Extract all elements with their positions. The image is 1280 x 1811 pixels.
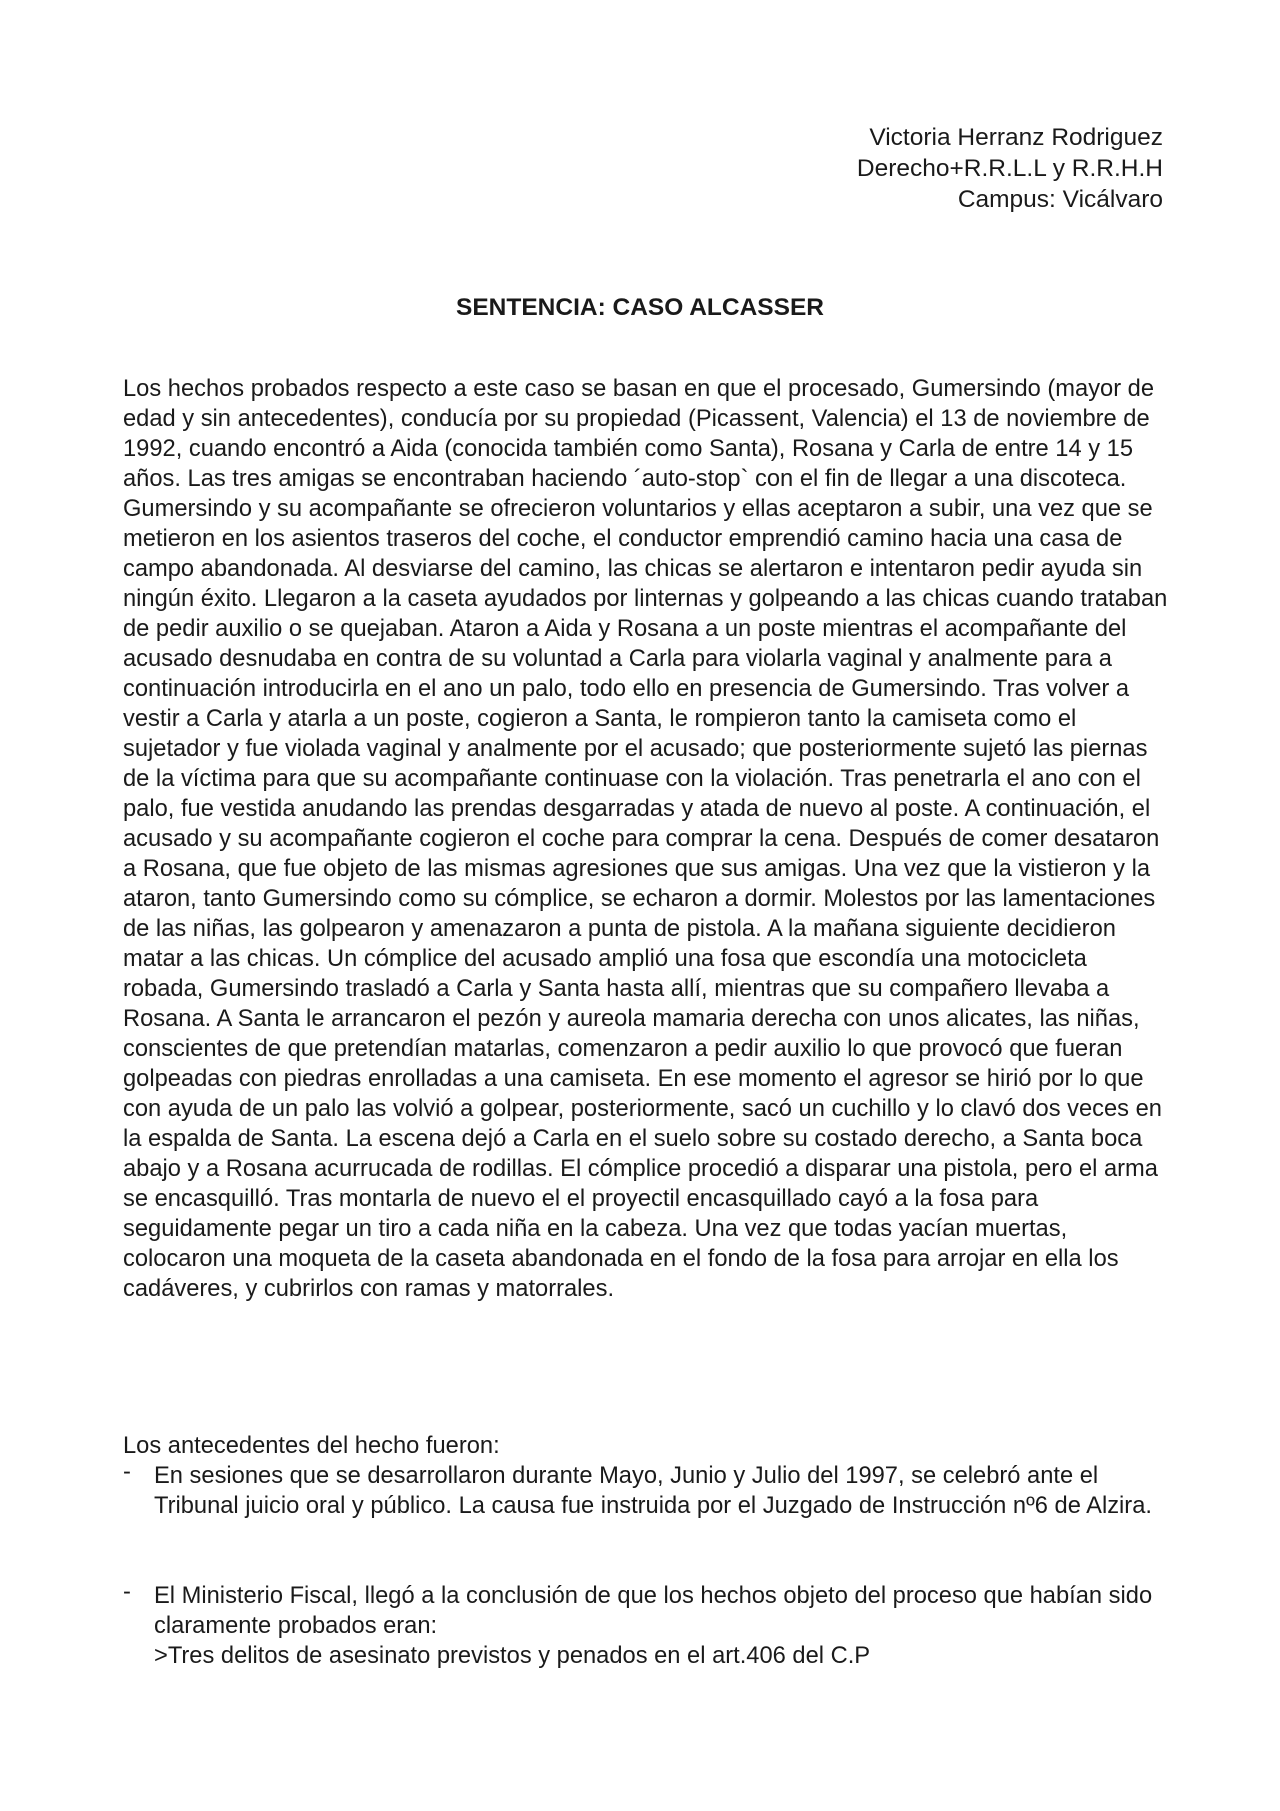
author-campus: Campus: Vicálvaro xyxy=(957,186,1163,213)
author-degree: Derecho+R.R.L.L y R.R.H.H xyxy=(856,155,1163,182)
antecedentes-heading: Los antecedentes del hecho fueron: xyxy=(123,1433,500,1459)
bullet-dash: - xyxy=(123,1579,131,1605)
antecedente-subitem: >Tres delitos de asesinato previstos y penados en el art.406 del C.P xyxy=(154,1643,871,1669)
hechos-probados-paragraph: Los hechos probados respecto a este caso se basan en que el procesado, Gumersindo (mayor de edad y sin antecedentes), conducía por su propiedad (Picassent, Valencia) el 13 de noviembre de 1992, cuando encontró a Aida (conocida también como Santa), Rosana y Carla de entre 14 y 15 años. Las tres amigas se encontraban haciendo ´auto-stop` con el fin de llegar a una discoteca. Gumersindo y su acompañante se ofrecieron voluntarios y ellas aceptaron a subir, una vez que se metieron en los asientos traseros del coche, el conductor emprendió camino hacia una casa de campo abandonada. Al desviarse del camino, las chicas se alertaron e intentaron pedir ayuda sin ningún éxito. Llegaron a la caseta ayudados por linternas y golpeando a las chicas cuando trataban de pedir auxilio o se quejaban. Ataron a Aida y Rosana a un poste mientras el acompañante del acusado desnudaba en contra de su voluntad a Carla para violarla vaginal y analmente para a continuación introducirla en el ano un palo, todo ello en presencia de Gumersindo. Tras volver a vestir a Carla y atarla a un poste, cogieron a Santa, le rompieron tanto la camiseta como el sujetador y fue violada vaginal y analmente por el acusado; que posteriormente sujetó las piernas de la víctima para que su acompañante continuase con la violación. Tras penetrarla el ano con el palo, fue vestida anudando las prendas desgarradas y atada de nuevo al poste. A continuación, el acusado y su acompañante cogieron el coche para comprar la cena. Después de comer desataron a Rosana, que fue objeto de las mismas agresiones que sus amigas. Una vez que la vistieron y la ataron, tanto Gumersindo como su cómplice, se echaron a dormir. Molestos por las lamentaciones de las niñas, las golpearon y amenazaron a punta de pistola. A la mañana siguiente decidieron matar a las chicas. Un cómplice del acusado amplió una fosa que escondía una motocicleta robada, Gumersindo trasladó a Carla y Santa hasta allí, mientras que su compañero llevaba a Rosana. A Santa le arrancaron el pezón y aureola mamaria derecha con unos alicates, las niñas, conscientes de que pretendían matarlas, comenzaron a pedir auxilio lo que provocó que fueran golpeadas con piedras enrolladas a una camiseta. En ese momento el agresor se hirió por lo que con ayuda de un palo las volvió a golpear, posteriormente, sacó un cuchillo y lo clavó dos veces en la espalda de Santa. La escena dejó a Carla en el suelo sobre su costado derecho, a Santa boca abajo y a Rosana acurrucada de rodillas. El cómplice procedió a disparar una pistola, pero el arma se encasquilló. Tras montarla de nuevo el el proyectil encasquillado cayó a la fosa para seguidamente pegar un tiro a cada niña en la cabeza. Una vez que todas yacían muertas, colocaron una moqueta de la caseta abandonada en el fondo de la fosa para arrojar en ella los cadáveres, y cubrirlos con ramas y matorrales. xyxy=(123,376,1168,1302)
bullet-dash: - xyxy=(123,1459,131,1485)
author-info xyxy=(857,122,1163,215)
antecedente-item xyxy=(123,1461,1173,1521)
author-name: Victoria Herranz Rodriguez xyxy=(869,124,1163,151)
antecedente-item xyxy=(123,1581,1173,1671)
document-title: SENTENCIA: CASO ALCASSER xyxy=(456,294,824,321)
antecedente-text: El Ministerio Fiscal, llegó a la conclusión de que los hechos objeto del proceso que habían sido claramente probados eran: xyxy=(154,1583,1153,1639)
antecedente-text: En sesiones que se desarrollaron durante Mayo, Junio y Julio del 1997, se celebró ante el Tribunal juicio oral y público. La causa fue instruida por el Juzgado de Instrucción nº6 de Alzira. xyxy=(154,1463,1152,1519)
